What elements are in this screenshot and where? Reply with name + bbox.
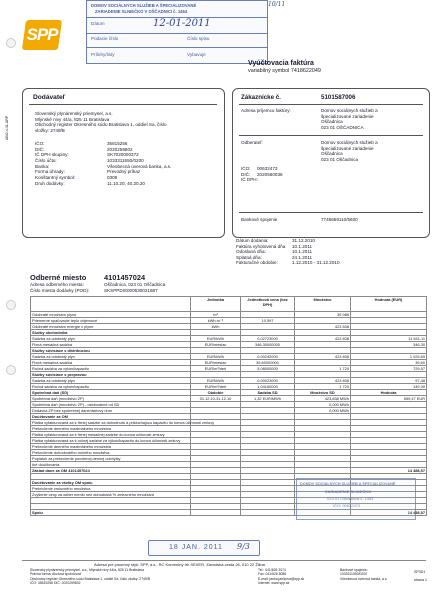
place-pod-value: SKSPPDIS000530021887 [104,287,158,293]
table-cell: Spotrebná daň (SD) [31,390,191,396]
date-stamp-text: 18 JAN. 2011 [169,544,223,551]
supplier-row-label: Druh dodávky: [35,180,65,186]
stamp-reg-label: Podacie číslo [91,36,119,41]
supplier-heading: Dodávateľ [33,94,66,101]
customer-row-label: IČ DPH: [241,177,258,182]
table-cell: EUR/m³/deň [191,366,241,372]
customer-row-label: IČO: [241,166,251,171]
table-header-cell: Jednotková cena (bez DPH) [241,297,295,312]
supplier-row-label: Banka: [35,163,50,169]
table-cell: Ročná sadzba za vykon/kapacitu [31,384,191,390]
table-cell: 346,30000000 [241,342,295,348]
table-cell: 11 541,11 [351,336,427,342]
org-stamp-line3: 023 01 Oščadnica č. 1464 [327,496,374,501]
table-cell: Platba vyfakturovaná za k ročnej sadzbe za výkon/kapacitu do konca účinnosti zmluvy [31,438,191,444]
stamp-date-value: 12-01-2011 [153,18,211,29]
date-label: Splatná dňa: [236,254,262,260]
footer-contact-address: Adresa pre písomný styk: SPP, a.s., RC Komerčný trh SEVER, Závodská cesta 26, 010 22 Žilina [94,562,265,567]
table-cell: 423 838 [295,324,351,330]
table-cell: Fixná mesačná sadzba [31,342,191,348]
stamp-att-label: Prílohy/listy [91,52,115,57]
invoice-title: Vyúčtovacia faktúra [248,60,314,67]
supplier-row-label: IČO: [35,141,45,146]
footer-company [30,568,190,586]
table-cell: EUR/kWh [191,354,241,360]
table-header-row [31,297,427,312]
footer-company-line: Obchodný register Okresného súdu Bratislava 1, oddiel Sa, číslo vložky: 2749/B [30,576,151,581]
table-cell: 729,57 [351,366,427,372]
table-cell: 1 720 [295,366,351,372]
table-header-cell: Jednotka [191,297,241,312]
supplier-row-label: IČ DPH skupiny: [35,152,69,158]
table-cell: Prekročenie dohodnutého ročného množstva [31,450,191,456]
footer-page-code: SP3D1 [414,570,426,574]
buyer-label: Odberateľ: [241,140,263,145]
table-cell: 5,08000000 [241,366,295,372]
org-stamp-line2: ZARIADENIE SLNIEČKO [325,489,372,494]
receipt-stamp [86,0,268,64]
supplier-row-value: Prevodný príkaz [107,169,141,175]
table-cell: Množstvo SD [295,390,351,396]
table-cell: EUR/mesiac [191,360,241,366]
table-cell: Základ dane za OM 4101457024 [31,468,191,474]
place-address-value: Oščadnica, 023 01 Oščadnica [104,282,166,287]
punch-hole-low [6,365,16,375]
table-cell: 0,000 MWh [295,408,351,414]
table-cell: Poplatok za prekročenie povolenej dennej odchýlky [31,456,191,462]
punch-hole-mid [6,300,16,310]
address-line: Oščadnica [321,119,343,124]
table-cell: 0,00023000 [241,378,295,384]
table-cell: 01.12.10-31.12.10 [191,396,241,402]
table-header-cell [31,297,191,312]
side-code: ABO-4-11-ARP [5,115,9,140]
place-address-label: Adresa odberného miesta: [30,282,84,287]
supplier-street: Mlynské nivy 44/a, 825 11 Bratislava [35,116,110,122]
table-cell: 0,00242000 [241,354,295,360]
supplier-row-value: 35815256 [107,141,128,146]
table-cell: Obdobie [191,390,241,396]
table-cell: Prekročenie denného maximálneho množstva [31,426,191,432]
table-header-cell: Množstvo [295,297,351,312]
punch-hole-top [6,38,16,48]
table-cell: Sadzba za odobratý plyn [31,378,191,384]
date-stamp-mark: 9/3 [237,542,250,551]
table-cell: Prekročenie denného maximálneho množstva [31,444,191,450]
bank-label: Bankové spojenie [241,217,278,222]
table-cell: EUR/kWh [191,336,241,342]
date-label: Odoslaná dňa: [236,249,266,254]
supplier-row-value: Všeobecná úverová banka, a.s. [107,163,172,169]
table-cell: Ročná sadzba za vykon/kapacitu [31,366,191,372]
footer-web-line: Internet: www.spp.sk [258,581,290,586]
place-number: 4101457024 [104,273,146,282]
page-note: 10/11 [268,1,286,8]
table-cell: Priemerné spaľovacie teplo objemové [31,318,191,324]
table-cell: EUR/m³/deň [191,384,241,390]
table-cell: EUR/kWh [191,378,241,384]
date-value: 10.1.2011 [292,249,313,254]
date-value: 10.1.2011 [292,243,313,249]
supplier-box [22,88,225,238]
date-value: 1.12.2010 - 31.12.2010 [292,260,340,265]
footer-page-number: strana 1 [414,578,427,582]
date-label: Dátum dodania: [236,238,269,243]
footer-company-line: Slovenský plynárenský priemysel, a.s., Mlynské nivy 44/a, 825 11 Bratislava [30,568,144,572]
date-stamp [148,540,260,556]
table-cell: Iné doúčtovania [31,462,191,468]
footer-bank-line: 1033311550/0200 [340,572,368,577]
footer-bank-line: Bankové spojenie: [340,568,368,572]
table-cell: Sadzba za odobratý plyn [31,336,191,342]
buyer-line: Oščadnica [321,151,343,156]
bank-value: 7746659110/5600 [321,217,358,222]
table-cell: 39 986 [295,312,351,318]
table-cell: Platba vyfakturovaná za k fixnej mesačnej sadzbe do konca účinnosti zmluvy [31,432,191,438]
table-cell [191,510,241,516]
footer-bank [340,568,410,581]
supplier-row-value: SK7020000372 [107,152,139,158]
table-cell: Zvýšenie ceny za odber menší než dohodnutá % zmluvného množstva [31,492,191,498]
table-cell: 149,30 [351,384,427,390]
table-cell: kWh [191,324,241,330]
table-cell: Spotrebná daň (množstvo ZP) - oslobodené od SD [31,402,191,408]
date-label: Faktúra vyhotovená dňa [236,243,286,249]
footer-phone-line: Tel.: 041/626 2074 [258,568,286,572]
org-stamp-line1: DOMOV SOCIÁLNYCH SLUŽIEB A ŠPECIALIZOVANÉ [300,482,396,486]
table-cell: 423,838 MWh [295,396,351,402]
table-cell: Sadzba SD [241,390,295,396]
supplier-register: Obchodný register Okresného súdu Bratislava 1, oddiel Sa, číslo [35,122,167,127]
table-cell: 14 488,57 [351,468,427,474]
date-value: 31.12.2010 [292,238,315,243]
supplier-row-value: 2020259802 [107,146,133,152]
table-header-cell: Hodnota (EUR) [351,297,427,312]
table-cell: Služby súvisiace s distribúciou [31,348,191,354]
stamp-date-label: Dátum [91,21,105,26]
supplier-register2: vložky: 2749/B [35,127,65,133]
table-cell: 423 838 [295,354,351,360]
table-cell: 39,60 [351,360,427,366]
table-cell: 1,04160000 [241,384,295,390]
table-cell: Hodnota [351,390,427,396]
stamp-line1: DOMOV SOCIÁLNYCH SLUŽIEB A ŠPECIALIZOVANÉ [91,3,197,8]
customer-row-value: 00632473 [257,166,278,171]
table-cell: 346,30 [351,342,427,348]
address-line: 023 01 OŠČADNICA [321,124,364,130]
table-cell: Prekročenie zmluvného množstva [31,486,191,492]
table-cell: Služby súvisiace s prepravou [31,372,191,378]
dates-block [236,238,426,268]
table-cell: Odobraté množstvo energie v plyne [31,324,191,330]
footer-company-line: Právna forma: Akciová spoločnosť [30,572,82,577]
table-cell: 423 838 [295,378,351,384]
buyer-line: 023 01 Oščadnica [321,156,359,162]
place-heading: Odberné miesto [30,273,87,282]
table-cell: 1 720 [295,384,351,390]
supplier-row-label: Konštantný symbol: [35,175,76,181]
place-pod-label: Číslo miesta dodávky (POD): [30,287,90,293]
table-cell: Doúčtovanie za všetky OM spolu [31,480,191,486]
table-cell: 1,32 EUR/MWh [241,396,295,402]
supplier-name: Slovenský plynárenský priemysel, a.s. [35,111,113,116]
address-line: špecializované zariadenie [321,113,374,119]
customer-number: 5101587006 [321,94,356,101]
date-label: Fakturačné obdobie: [236,260,278,265]
address-label: Adresa príjemcu faktúry: [241,108,291,113]
spp-logo: SPP [22,20,62,50]
table-cell: 0,02723000 [241,336,295,342]
table-cell: 1 025,69 [351,354,427,360]
table-cell: Platba vyfakturovaná za k fixnej sadzbe za dohodnutú a prisluchajúcu kapacitu do konca účinnosti zmluvy [32,420,215,425]
supplier-row-value: 11.10.20, 40.20.20 [107,180,145,186]
footer-phone-line: Fax: 041/626 8086 [258,572,287,577]
table-cell: Fixná mesačná sadzba [31,360,191,366]
table-cell: Dodávka ZP bez spotrebnej dane/daňový úhrn [31,408,191,414]
supplier-row-value: 0308 [107,175,118,181]
table-cell: 10,597 [241,318,295,324]
supplier-row-label: Číslo účtu: [35,158,57,164]
table-cell: Doúčtovanie za OM [31,414,191,420]
org-stamp-line4: IČO: 00632473 [333,503,361,508]
stamp-line2: ZARIADENIE SLNIEČKO V OŠČADNICI č. 1464 [95,9,188,14]
customer-row-label: DIČ: [241,171,251,177]
table-cell: m³ [191,312,241,318]
footer-company-line: IČO: 35815256 DIČ: 2020259802 [30,581,81,586]
stamp-handler-label: Vybavuje [187,52,206,57]
supplier-row-label: Forma úhrady: [35,169,65,175]
supplier-row-label: DIČ: [35,146,45,152]
footer-phone [258,568,338,586]
table-cell: 39,60000000 [241,360,295,366]
customer-box [232,88,430,238]
table-cell: Odobraté množstvo plynu [31,312,191,318]
footer-email-line: E-mail: janka.janikova@spp.sk [258,576,305,581]
table-cell: 97,48 [351,378,427,384]
table-cell: 14 488,57 [351,510,427,516]
table-cell: EUR/mesiac [191,342,241,348]
stamp-reg2-label: Číslo spisu [187,36,210,41]
table-cell: 559,47 EUR [351,396,427,402]
address-line: Domov sociálnych služieb a [321,108,378,113]
customer-heading: Zákaznícke č. [241,94,281,101]
organization-stamp [296,478,416,520]
table-cell: Služby obchodníka [31,330,191,336]
date-value: 24.1.2011 [292,254,313,260]
table-cell: Spolu [31,510,191,516]
buyer-line: špecializované zariadenie [321,145,374,151]
buyer-line: Domov sociálnych služieb a [321,140,378,145]
supplier-rows [35,141,220,187]
table-cell: 0,000 MWh [295,402,351,408]
customer-row-value: 2020560036 [257,171,283,177]
table-cell: kWh.m⁻³ [191,318,241,324]
table-cell: 423 838 [295,336,351,342]
table-cell: Spotrebná daň (množstvo ZP) [31,396,191,402]
supplier-row-value: 1033311550/0200 [107,158,144,164]
footer-bank-line: Všeobecná úverová banka, a.s. [340,576,388,581]
table-cell [241,510,295,516]
variable-symbol: variabilný symbol 7418622049 [248,68,321,74]
table-cell: Sadzba za odobratý plyn [31,354,191,360]
